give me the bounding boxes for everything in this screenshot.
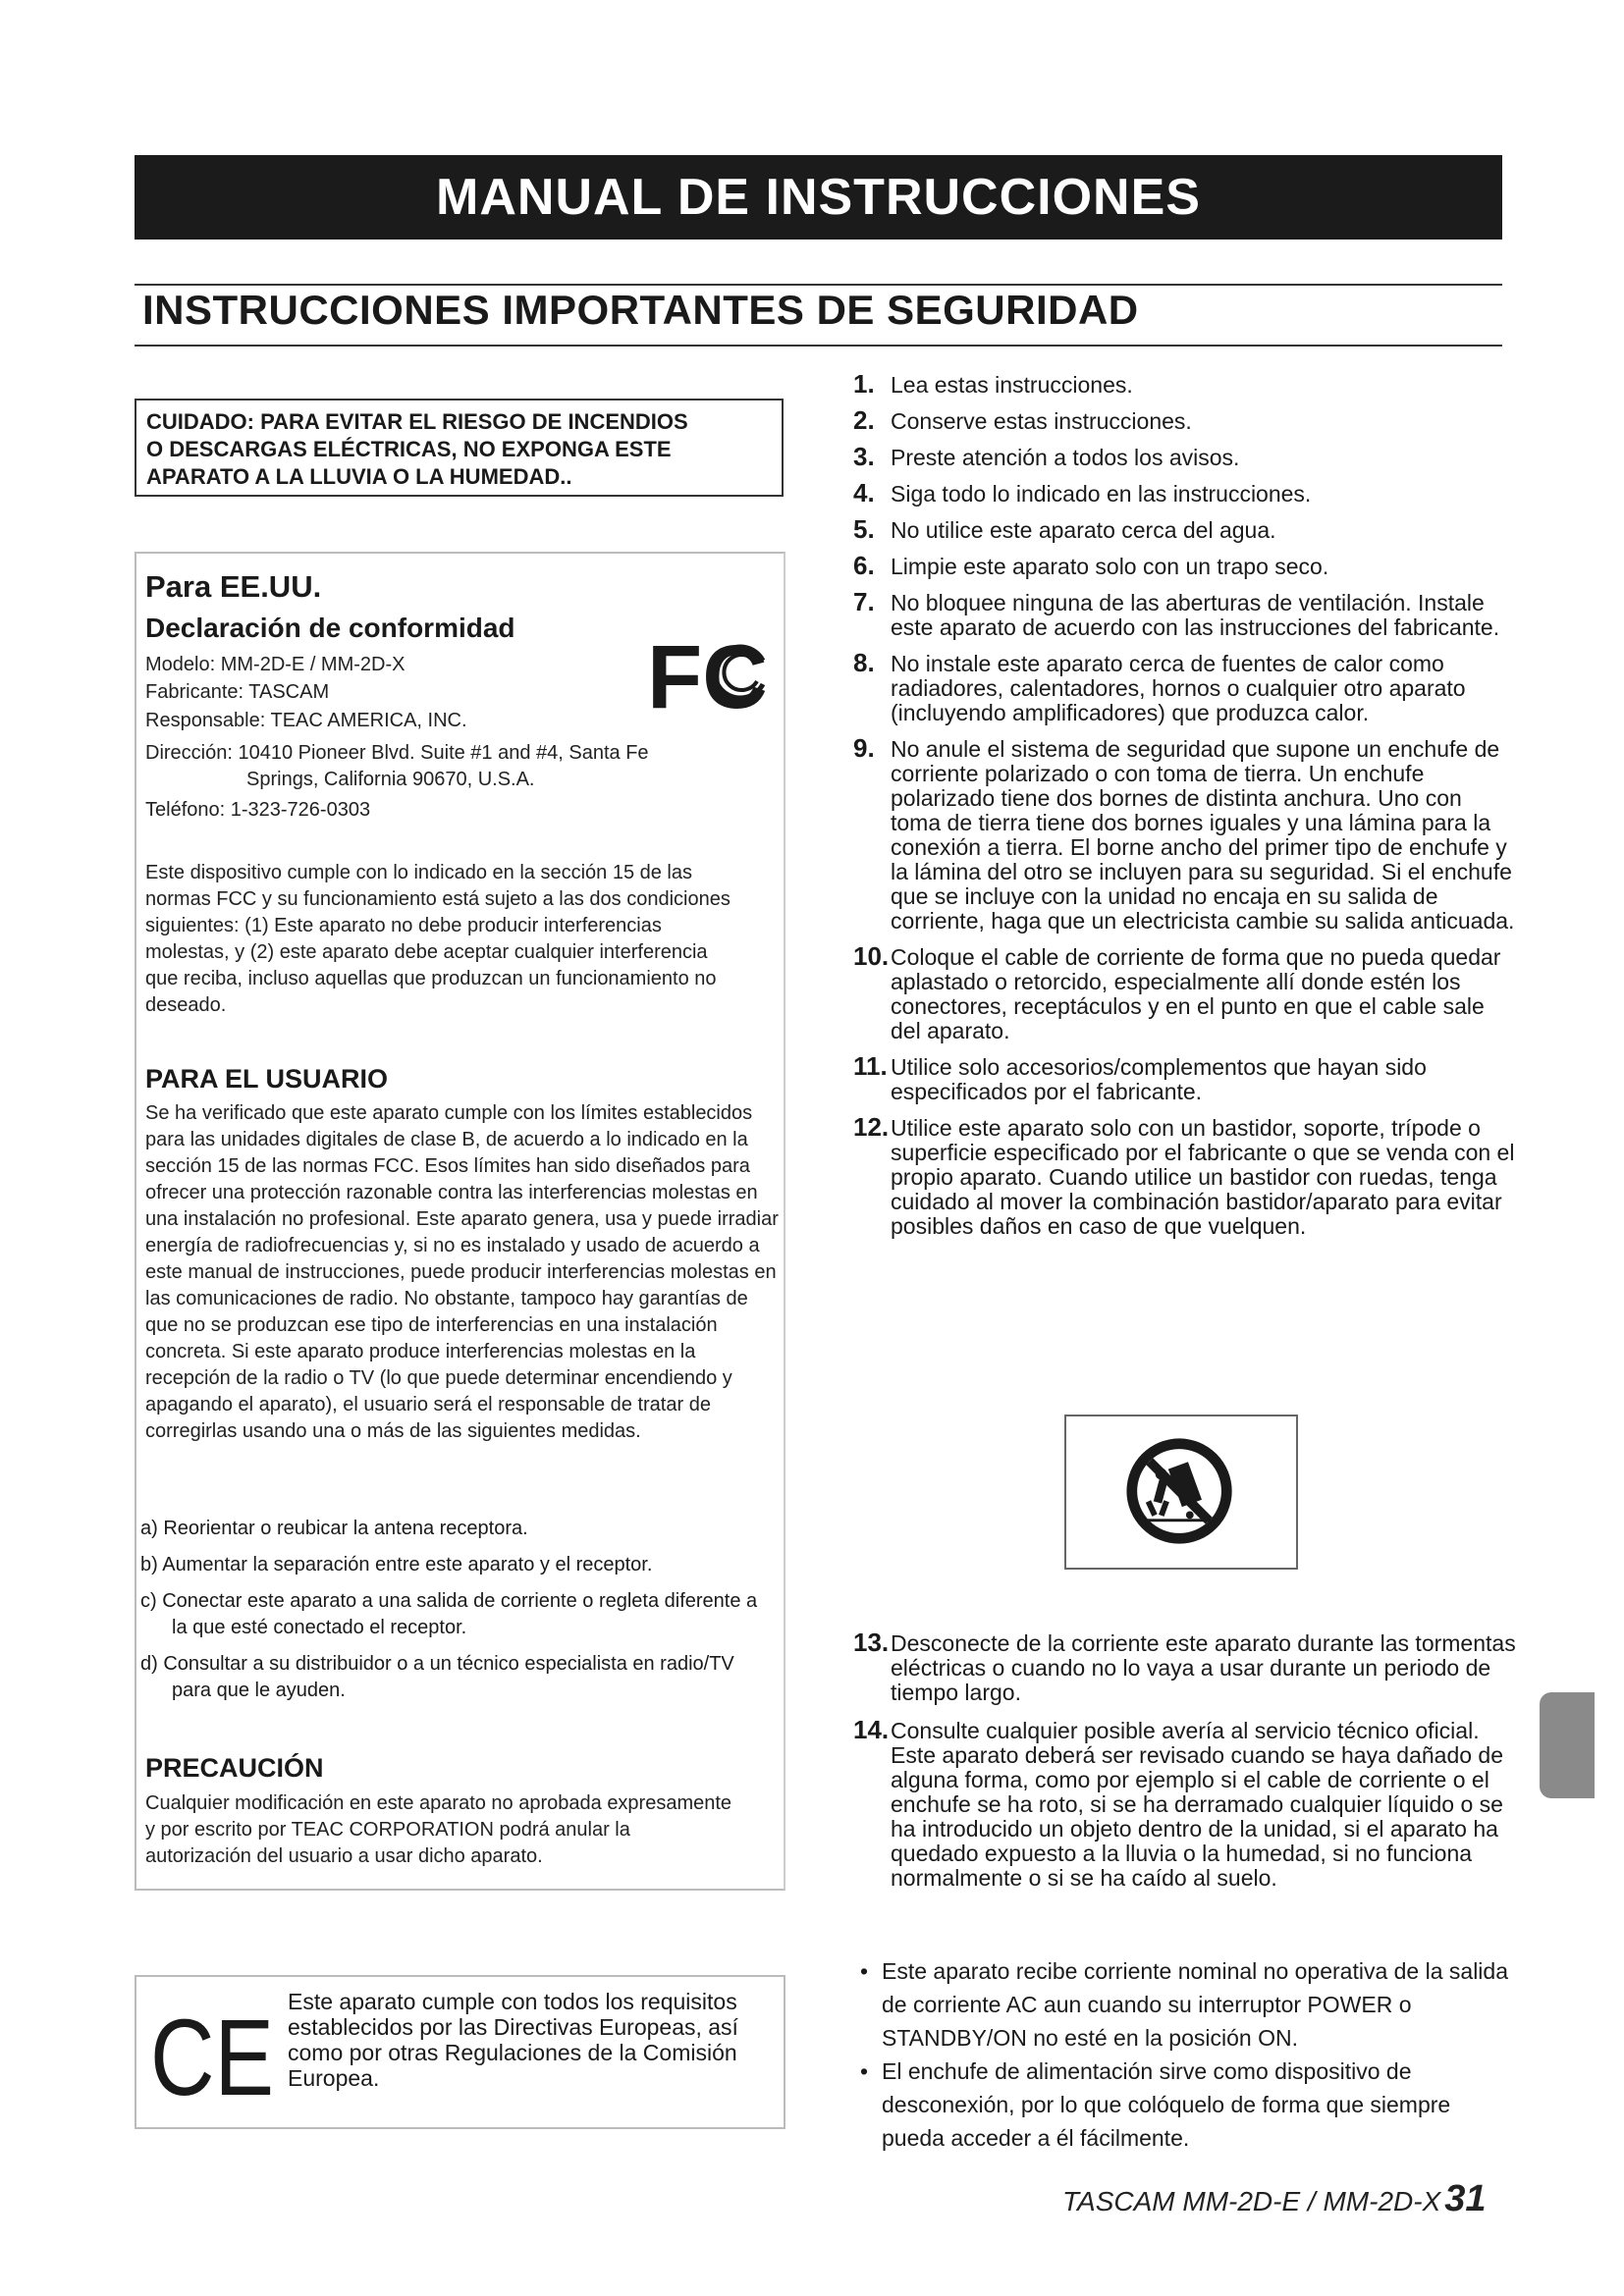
ce-box <box>135 1975 785 2129</box>
instruction-text: No bloquee ninguna de las aberturas de ventilación. Instale este aparato de acuerdo con las instrucciones del fabricante. <box>891 590 1500 640</box>
instruction-item <box>849 551 1517 580</box>
instruction-text: Consulte cualquier posible avería al servicio técnico oficial. Este aparato deberá ser revisado cuando se haya dañado de alguna forma, como por ejemplo si el cable de corriente o el enchufe se ha roto, si se ha derramado cualquier líquido o se ha introducido un objeto dentro de la unidad, si el aparato ha quedado expuesto a la lluvia o la humedad, si no funciona normalmente o si se ha caído al suelo. <box>891 1718 1503 1891</box>
chapter-side-tab <box>1540 1692 1595 1798</box>
measure-item: d) Consultar a su distribuidor o a un técnico especialista en radio/TV para que le ayuden. <box>140 1653 734 1701</box>
instruction-item <box>849 478 1517 507</box>
instruction-text: Siga todo lo indicado en las instrucciones. <box>891 481 1312 507</box>
declaration-heading: Declaración de conformidad <box>145 613 515 643</box>
instruction-text: Utilice este aparato solo con un bastidor, soporte, trípode o superficie especificado por el fabricante o que se venda con el propio aparato. Cuando utilice un bastidor con ruedas, tenga cuidado al mover la combinación bastidor/aparato para evitar posibles daños en caso de que vuelquen. <box>891 1115 1515 1239</box>
manual-title-banner: MANUAL DE INSTRUCCIONES <box>135 155 1502 240</box>
caution-line: CUIDADO: PARA EVITAR EL RIESGO DE INCENDIOS <box>146 409 688 434</box>
user-text: Se ha verificado que este aparato cumple con los límites establecidos para las unidades digitales de clase B, de acuerdo a lo indicado en la sección 15 de las normas FCC. Esos límites han sido diseñados para ofrecer una protección razonable contra las interferencias molestas en una instalación no profesional. Este aparato genera, usa y puede irradiar energía de radiofrecuencias y, si no es instalado y usado de acuerdo a este manual de instrucciones, puede producir interferencias molestas en las comunicaciones de radio. No obstante, tampoco hay garantías de que no se produzcan ese tipo de interferencias en una instalación concreta. Si este aparato produce interferencias molestas en la recepción de la radio o TV (lo que puede determinar encendiendo y apagando el aparato), el usuario será el responsable de tratar de corregirlas usando una o más de las siguientes medidas. <box>145 1102 779 1442</box>
instruction-item <box>849 733 1517 934</box>
address-line-2: Springs, California 90670, U.S.A. <box>246 769 535 790</box>
user-heading: PARA EL USUARIO <box>145 1064 389 1094</box>
instruction-item <box>849 648 1517 725</box>
usa-compliance-box <box>135 552 785 1891</box>
measure-item: c) Conectar este aparato a una salida de corriente o regleta diferente a la que esté conectado el receptor. <box>140 1590 758 1638</box>
ce-logo-icon <box>150 1998 278 2118</box>
precaution-heading: PRECAUCIÓN <box>145 1753 324 1783</box>
instruction-item <box>849 1112 1517 1239</box>
instruction-number: 5. <box>853 514 875 544</box>
instruction-item <box>849 369 1517 399</box>
instruction-number: 9. <box>853 733 875 763</box>
instruction-text: No anule el sistema de seguridad que supone un enchufe de corriente polarizado o con toma de tierra. Un enchufe polarizado tiene dos bornes de distinta anchura. Uno con toma de tierra tiene dos bornes iguales y una lámina para la conexión a tierra. El borne ancho del primer tipo de enchufe y la lámina del otro se incluyen para su seguridad. Si el enchufe que se incluye con la unidad no encaja en su salida de corriente, haga que un electricista cambie su salida anticuada. <box>891 736 1515 934</box>
instruction-item <box>849 514 1517 544</box>
model-line: Modelo: MM-2D-E / MM-2D-X <box>145 654 406 675</box>
instruction-text: No utilice este aparato cerca del agua. <box>891 517 1276 543</box>
instruction-item <box>849 941 1517 1043</box>
instruction-text: No instale este aparato cerca de fuentes de calor como radiadores, calentadores, hornos o cualquier otro aparato (incluyendo amplificadores) que produzca calor. <box>891 651 1466 725</box>
caution-line: O DESCARGAS ELÉCTRICAS, NO EXPONGA ESTE <box>146 437 672 461</box>
instruction-number: 13. <box>853 1628 890 1657</box>
page-number: 31 <box>1444 2178 1487 2219</box>
page-footer <box>1062 2178 1487 2220</box>
cart-tipover-warning-image <box>1064 1415 1298 1570</box>
instruction-item <box>849 405 1517 435</box>
phone-line: Teléfono: 1-323-726-0303 <box>145 799 371 821</box>
instruction-text: Utilice solo accesorios/complementos que hayan sido especificados por el fabricante. <box>891 1054 1427 1104</box>
instruction-item <box>849 442 1517 471</box>
measure-item: a) Reorientar o reubicar la antena receptora. <box>140 1518 528 1539</box>
instruction-number: 3. <box>853 442 875 471</box>
instruction-text: Conserve estas instrucciones. <box>891 408 1192 434</box>
section-top-rule <box>135 284 1502 286</box>
measures-list <box>140 1516 769 1714</box>
fcc-logo-icon <box>647 627 770 727</box>
instruction-number: 8. <box>853 648 875 677</box>
instruction-item <box>849 587 1517 640</box>
instruction-item <box>849 1051 1517 1104</box>
section-title: INSTRUCCIONES IMPORTANTES DE SEGURIDAD <box>142 287 1139 333</box>
instruction-text: Coloque el cable de corriente de forma que no pueda quedar aplastado o retorcido, especialmente allí donde estén los conectores, receptáculos y en el punto en que el cable sale del aparato. <box>891 944 1501 1043</box>
notes-bullets <box>860 1954 1508 2155</box>
note-bullet: • Este aparato recibe corriente nominal no operativa de la salida de corriente AC aun cuando su interruptor POWER o STANDBY/ON no esté en la posición ON. <box>860 1954 1508 2055</box>
ce-logo-text: CE <box>150 1998 274 2118</box>
instructions-list-continued <box>849 1628 1517 1902</box>
instruction-number: 1. <box>853 369 875 399</box>
instruction-text: Lea estas instrucciones. <box>891 372 1133 398</box>
cart-tipover-icon <box>1066 1416 1296 1568</box>
instruction-item <box>849 1628 1517 1705</box>
ce-text: Este aparato cumple con todos los requisitos establecidos por las Directivas Europeas, así como por otras Regulaciones de la Comisión Europea. <box>288 1989 738 2091</box>
usa-heading: Para EE.UU. <box>145 569 322 604</box>
note-text: Este aparato recibe corriente nominal no operativa de la salida de corriente AC aun cuando su interruptor POWER o STANDBY/ON no esté en la posición ON. <box>882 1958 1508 2051</box>
instruction-number: 6. <box>853 551 875 580</box>
caution-box <box>135 399 784 497</box>
instruction-number: 2. <box>853 405 875 435</box>
instruction-text: Preste atención a todos los avisos. <box>891 445 1240 470</box>
fcc-logo-text: FC <box>647 627 768 727</box>
note-bullet: • El enchufe de alimentación sirve como dispositivo de desconexión, por lo que colóquelo de forma que siempre pueda acceder a él fácilmente. <box>860 2055 1508 2155</box>
precaution-text: Cualquier modificación en este aparato no aprobada expresamente y por escrito por TEAC CORPORATION podrá anular la autorización del usuario a usar dicho aparato. <box>145 1792 732 1867</box>
footer-model: TASCAM MM-2D-E / MM-2D-X <box>1062 2186 1441 2216</box>
section-bottom-rule <box>135 345 1502 347</box>
instruction-number: 12. <box>853 1112 890 1142</box>
instructions-list <box>849 369 1517 1251</box>
responsible-line: Responsable: TEAC AMERICA, INC. <box>145 710 467 731</box>
instruction-number: 4. <box>853 478 875 507</box>
instruction-text: Limpie este aparato solo con un trapo seco. <box>891 554 1329 579</box>
address-line: Dirección: 10410 Pioneer Blvd. Suite #1 and #4, Santa Fe <box>145 742 649 764</box>
manufacturer-line: Fabricante: TASCAM <box>145 681 330 703</box>
caution-line: APARATO A LA LLUVIA O LA HUMEDAD.. <box>146 464 572 489</box>
note-text: El enchufe de alimentación sirve como dispositivo de desconexión, por lo que colóquelo de forma que siempre pueda acceder a él fácilmente. <box>882 2058 1451 2151</box>
measure-item: b) Aumentar la separación entre este aparato y el receptor. <box>140 1554 653 1575</box>
instruction-item <box>849 1715 1517 1891</box>
fcc-compliance-text: Este dispositivo cumple con lo indicado en la sección 15 de las normas FCC y su funcionamiento está sujeto a las dos condiciones siguientes: (1) Este aparato no debe producir interferencias molestas, y (2) este aparato debe aceptar cualquier interferencia que reciba, incluso aquellas que produzcan un funcionamiento no deseado. <box>145 862 731 1016</box>
instruction-number: 14. <box>853 1715 890 1744</box>
instruction-text: Desconecte de la corriente este aparato durante las tormentas eléctricas o cuando no lo vaya a usar durante un periodo de tiempo largo. <box>891 1630 1516 1705</box>
instruction-number: 11. <box>853 1051 888 1081</box>
instruction-number: 10. <box>853 941 890 971</box>
instruction-number: 7. <box>853 587 875 616</box>
